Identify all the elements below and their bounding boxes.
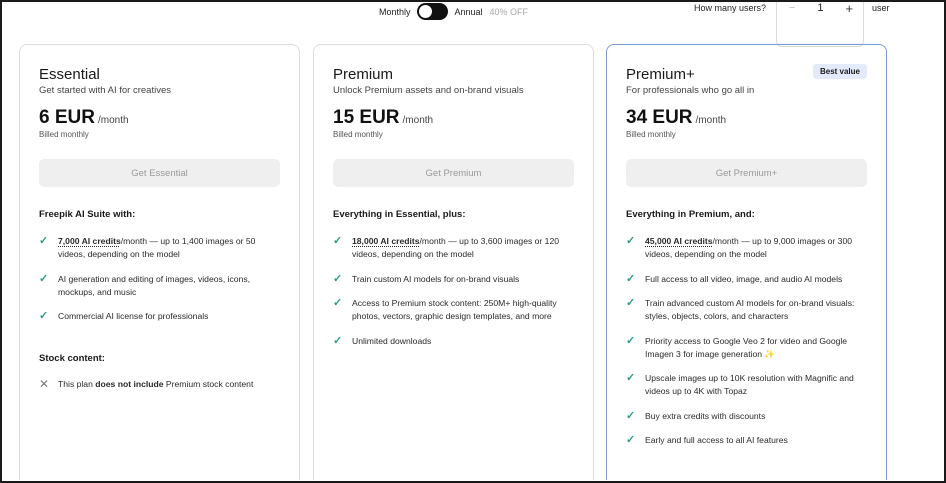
billing-note: Billed monthly xyxy=(626,130,676,139)
annual-discount-badge: 40% OFF xyxy=(489,6,529,17)
price-period: /month xyxy=(97,115,129,126)
features-heading: Everything in Premium, and: xyxy=(626,209,755,220)
list-item xyxy=(333,273,578,286)
price-period: /month xyxy=(402,115,434,126)
list-item: ✓ 7,000 AI credits/month — up to 1,400 images or 50 videos, depending on the model xyxy=(39,235,256,259)
credits-link[interactable]: 18,000 AI credits xyxy=(352,236,420,246)
list-item xyxy=(39,273,284,299)
check-icon: ✓ xyxy=(626,434,636,446)
plan-price xyxy=(626,107,726,129)
list-item xyxy=(626,372,871,398)
feature-text: Train advanced custom AI models for on-brand visuals: styles, objects, colors, and characters xyxy=(645,298,855,321)
feature-text: Buy extra credits with discounts xyxy=(645,410,766,421)
price-period: /month xyxy=(695,115,727,126)
plan-name: Premium+ xyxy=(626,66,695,83)
get-premium-plus-button[interactable]: Get Premium+ xyxy=(626,159,867,187)
check-icon: ✓ xyxy=(333,334,343,347)
check-icon: ✓ xyxy=(626,372,636,384)
check-icon: ✓ xyxy=(626,235,636,247)
check-icon: ✓ xyxy=(626,409,636,422)
close-icon: ✕ xyxy=(39,377,50,391)
check-icon: ✓ xyxy=(39,310,49,322)
stock-list xyxy=(39,378,284,403)
plan-card-premium-plus xyxy=(606,44,887,480)
billing-note: Billed monthly xyxy=(39,130,89,139)
plan-card-premium xyxy=(313,44,594,480)
get-premium-button[interactable]: Get Premium xyxy=(333,159,574,187)
increment-button[interactable]: + xyxy=(845,1,854,16)
plan-tagline: Unlock Premium assets and on-brand visuals xyxy=(333,85,524,96)
list-item: ✕ This plan does not include Premium stock content xyxy=(39,377,254,391)
toggle-knob xyxy=(419,5,432,18)
plan-tagline: For professionals who go all in xyxy=(626,85,755,96)
list-item xyxy=(626,297,871,323)
list-item: ✓ 18,000 AI credits/month — up to 3,600 images or 120 videos, depending on the model xyxy=(333,235,560,259)
list-item xyxy=(333,335,578,348)
check-icon: ✓ xyxy=(39,272,49,285)
check-icon: ✓ xyxy=(333,272,343,285)
users-unit-label: user xyxy=(872,3,890,13)
billing-period-selector xyxy=(379,3,528,20)
feature-list xyxy=(333,235,578,359)
users-count-value[interactable]: 1 xyxy=(817,2,824,14)
list-item: ✓ 45,000 AI credits/month — up to 9,000 images or 300 videos, depending on the model xyxy=(626,235,853,259)
feature-text: Commercial AI license for professionals xyxy=(58,311,209,321)
list-item xyxy=(39,310,284,323)
list-item xyxy=(626,335,871,361)
decrement-button[interactable]: − xyxy=(789,2,796,14)
check-icon: ✓ xyxy=(626,272,636,285)
check-icon: ✓ xyxy=(626,297,636,309)
users-question: How many users? xyxy=(694,3,767,13)
plan-name: Premium xyxy=(333,66,394,83)
annual-label[interactable]: Annual xyxy=(454,6,483,17)
feature-text: Early and full access to all AI features xyxy=(645,435,788,445)
check-icon: ✓ xyxy=(39,235,49,247)
credits-link[interactable]: 45,000 AI credits xyxy=(645,236,713,246)
feature-text: Full access to all video, image, and audio AI models xyxy=(645,273,843,284)
plan-tagline: Get started with AI for creatives xyxy=(39,85,171,96)
features-heading: Freepik AI Suite with: xyxy=(39,209,136,220)
stock-heading: Stock content: xyxy=(39,353,105,364)
features-heading: Everything in Essential, plus: xyxy=(333,209,466,220)
feature-text: Priority access to Google Veo 2 for video and Google Imagen 3 for image generation ✨ xyxy=(645,335,848,359)
plan-price xyxy=(39,107,129,129)
monthly-label[interactable]: Monthly xyxy=(379,6,411,17)
price-amount: 34 EUR xyxy=(626,107,693,128)
billing-toggle[interactable] xyxy=(417,3,448,20)
list-item xyxy=(626,434,871,447)
feature-text: AI generation and editing of images, videos, icons, mockups, and music xyxy=(58,273,251,297)
check-icon: ✓ xyxy=(333,235,343,247)
users-stepper xyxy=(776,0,864,47)
list-item xyxy=(626,273,871,286)
plan-price xyxy=(333,107,433,129)
feature-list xyxy=(39,235,284,335)
price-amount: 15 EUR xyxy=(333,107,400,128)
plan-name: Essential xyxy=(39,66,100,83)
list-item xyxy=(626,410,871,423)
feature-list xyxy=(626,235,871,459)
feature-text: Train custom AI models for on-brand visuals xyxy=(352,273,520,284)
list-item xyxy=(333,297,578,323)
feature-text: Unlimited downloads xyxy=(352,335,432,346)
best-value-badge: Best value xyxy=(813,64,867,79)
feature-text: Access to Premium stock content: 250M+ high-quality photos, vectors, graphic design templates, and more xyxy=(352,298,557,321)
credits-link[interactable]: 7,000 AI credits xyxy=(58,236,121,246)
billing-note: Billed monthly xyxy=(333,130,383,139)
check-icon: ✓ xyxy=(626,334,636,347)
plan-card-essential xyxy=(19,44,300,480)
check-icon: ✓ xyxy=(333,297,343,309)
feature-text: Upscale images up to 10K resolution with Magnific and videos up to 4K with Topaz xyxy=(645,373,854,396)
user-count-selector xyxy=(694,3,890,47)
price-amount: 6 EUR xyxy=(39,107,95,128)
get-essential-button[interactable]: Get Essential xyxy=(39,159,280,187)
